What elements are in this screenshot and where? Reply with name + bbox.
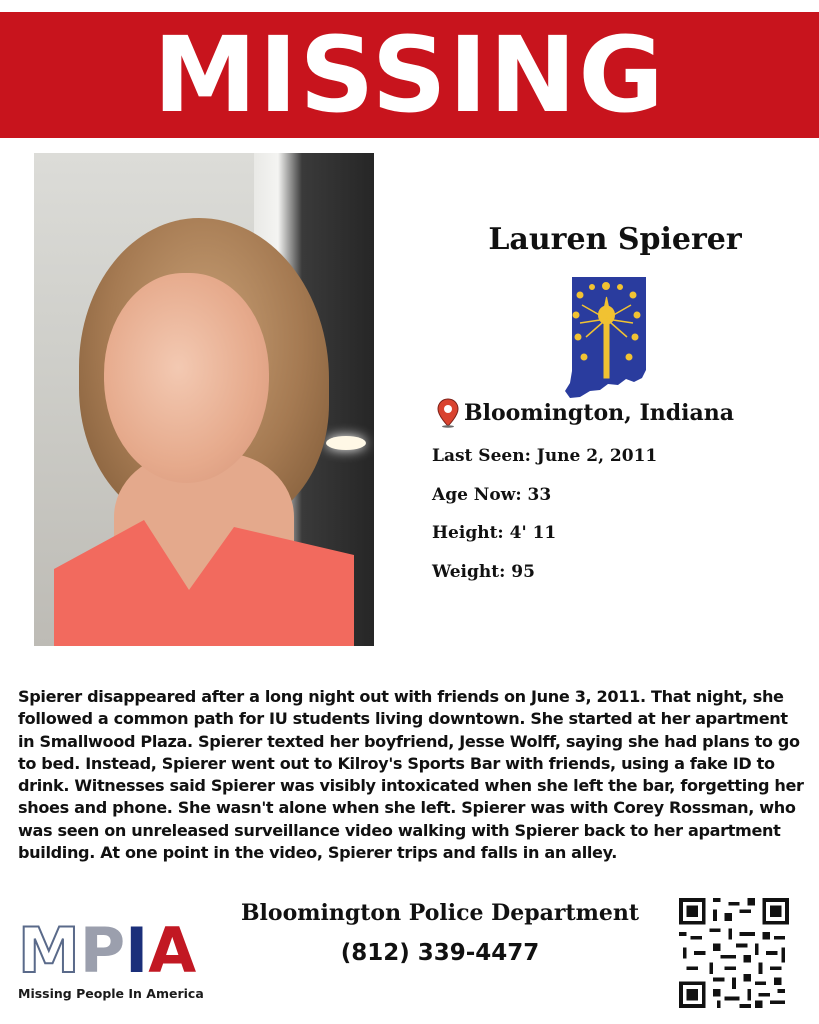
logo-letter-m: M <box>18 914 80 987</box>
indiana-state-flag-icon <box>562 275 652 400</box>
age-now: Age Now: 33 <box>432 484 552 505</box>
phone-number[interactable]: (812) 339-4477 <box>340 940 540 966</box>
height: Height: 4' 11 <box>432 523 557 543</box>
weight: Weight: 95 <box>432 561 535 582</box>
logo-letter-i: I <box>125 914 149 987</box>
logo-letter-a: A <box>148 914 197 987</box>
missing-banner <box>0 12 819 138</box>
story-text: Spierer disappeared after a long night out with friends on June 3, 2011. That night, she followed a common path for IU students living downtown. She started at her apartment in Smallwood Plaza. Spierer texted her boyfriend, Jesse Wolff, saying she had plans to go to bed. Instead, Spierer went out to Kilroy's Sports Bar with friends, using a fake ID to drink. Witnesses said Spierer was visibly intoxicated when she left the bar, forgetting her shoes and phone. She wasn't alone when she left. Spierer was with Corey Rossman, who was seen on unreleased surveillance video walking with Spierer back to her apartment building. At one point in the video, Spierer trips and falls in an alley. <box>18 687 804 863</box>
location <box>436 398 734 428</box>
person-name: Lauren Spierer <box>488 222 742 257</box>
qr-code-icon[interactable] <box>679 898 789 1008</box>
logo-letter-p: P <box>79 914 126 987</box>
map-pin-icon <box>436 398 460 428</box>
fact-list <box>432 443 657 597</box>
person-photo <box>34 153 374 646</box>
last-seen: Last Seen: June 2, 2011 <box>432 446 658 466</box>
logo-mark <box>18 914 218 987</box>
banner-title: MISSING <box>153 14 666 136</box>
location-text: Bloomington, Indiana <box>464 400 734 426</box>
mpia-logo <box>18 916 218 1006</box>
logo-tagline: Missing People In America <box>18 986 204 1001</box>
police-department: Bloomington Police Department <box>240 900 640 926</box>
